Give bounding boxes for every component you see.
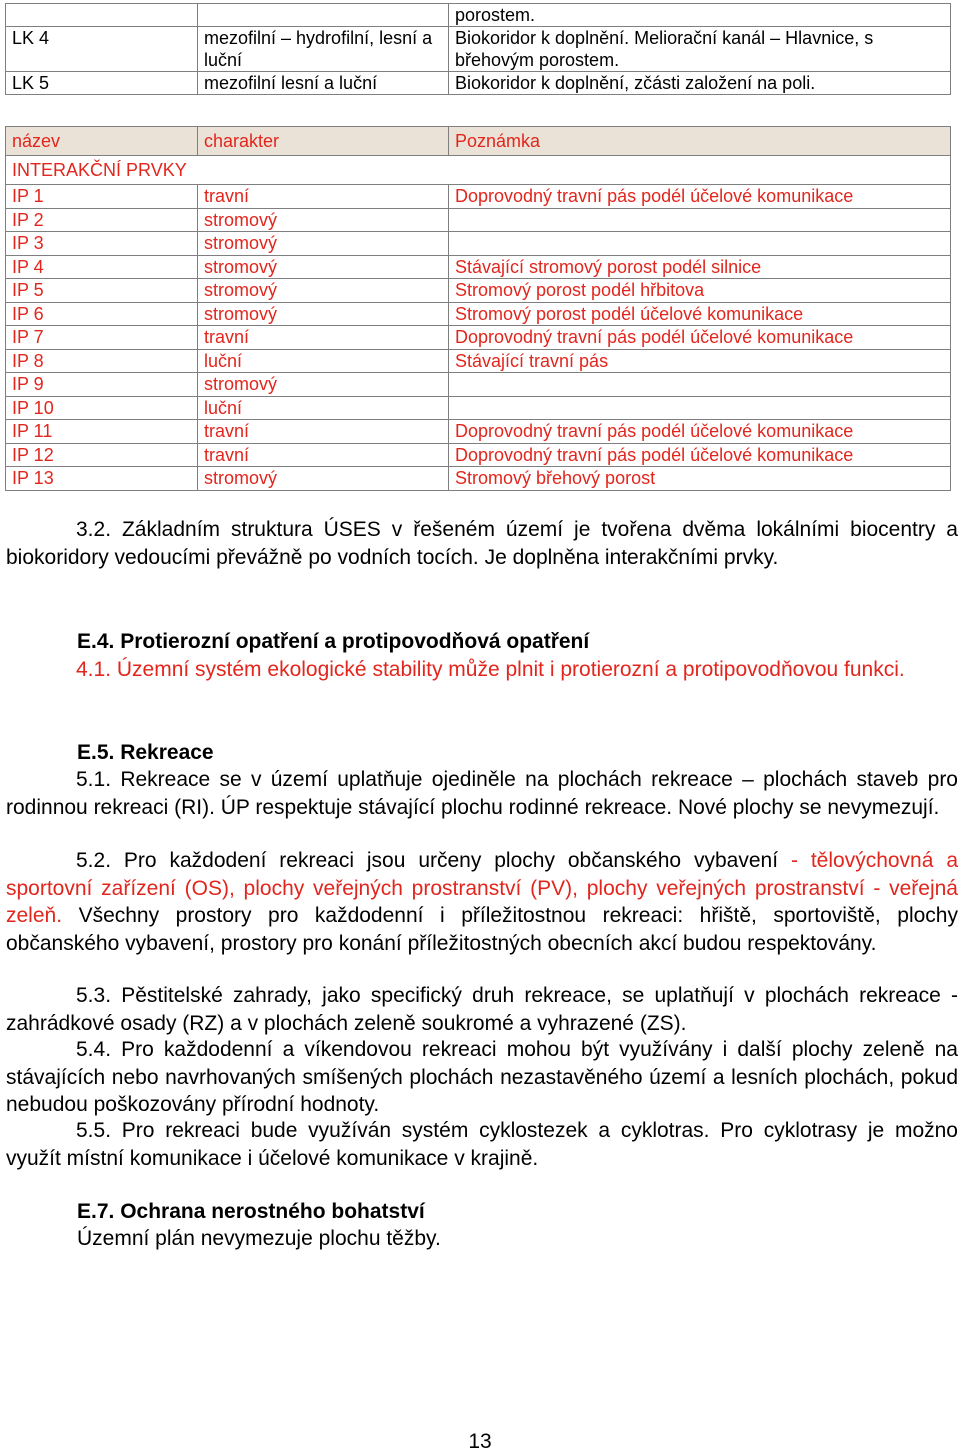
header-nazev: název	[6, 127, 198, 156]
table-row	[6, 302, 951, 326]
paragraph-5-4	[6, 1036, 958, 1119]
table-row	[6, 420, 951, 444]
cell-charakter: mezofilní lesní a luční	[198, 72, 449, 95]
header-poznamka: Poznámka	[449, 127, 951, 156]
cell-id: IP 8	[6, 349, 198, 373]
cell-id: IP 10	[6, 396, 198, 420]
cell-id: IP 4	[6, 255, 198, 279]
paragraph-4-1-text: 4.1. Územní systém ekologické stability může plnit i protierozní a protipovodňovou funkci.	[76, 658, 905, 681]
table-row	[6, 396, 951, 420]
cell-poznamka: Stromový břehový porost	[449, 467, 951, 491]
cell-charakter: stromový	[198, 208, 449, 232]
cell-charakter: stromový	[198, 467, 449, 491]
cell-charakter: luční	[198, 349, 449, 373]
paragraph-5-5-text: 5.5. Pro rekreaci bude využíván systém cyklostezek a cyklotras. Pro cyklotrasy je možno využít místní komunikace i účelové komunikace v krajině.	[6, 1119, 958, 1170]
paragraph-5-1-text: 5.1. Rekreace se v území uplatňuje ojediněle na plochách rekreace – plochách staveb pro rodinnou rekreaci (RI). ÚP respektuje stávající plochu rodinné rekreace. Nové plochy se nevymezují.	[6, 768, 958, 819]
cell-id: LK 4	[6, 27, 198, 72]
table-row	[6, 443, 951, 467]
cell-poznamka	[449, 208, 951, 232]
table-row	[6, 232, 951, 256]
cell-id: IP 11	[6, 420, 198, 444]
biokoridor-table	[5, 3, 951, 95]
table-row	[6, 208, 951, 232]
cell-poznamka: Stávající travní pás	[449, 349, 951, 373]
cell-charakter: stromový	[198, 279, 449, 303]
table-header-row	[6, 127, 951, 156]
cell-poznamka: Biokoridor k doplnění. Meliorační kanál – Hlavnice, s břehovým porostem.	[449, 27, 951, 72]
cell-poznamka: Doprovodný travní pás podél účelové komunikace	[449, 326, 951, 350]
paragraph-5-3-text: 5.3. Pěstitelské zahrady, jako specifický druh rekreace, se uplatňují v plochách rekreace - zahrádkové osady (RZ) a v plochách zeleně soukromé a vyhrazené (ZS).	[6, 984, 958, 1035]
paragraph-5-4-text: 5.4. Pro každodenní a víkendovou rekreaci mohou být využívány i další plochy zeleně na stávajících nebo navrhovaných smíšených plochách nezastavěného území a lesních plochách, pokud nebudou poškozovány přírodní hodnoty.	[6, 1038, 958, 1116]
cell-charakter: travní	[198, 443, 449, 467]
cell-poznamka: Stávající stromový porost podél silnice	[449, 255, 951, 279]
cell-id: IP 7	[6, 326, 198, 350]
cell-id: IP 3	[6, 232, 198, 256]
cell-id	[6, 4, 198, 27]
paragraph-5-2	[6, 847, 958, 957]
table-row	[6, 279, 951, 303]
cell-poznamka: Doprovodný travní pás podél účelové komunikace	[449, 420, 951, 444]
paragraph-5-2-text-b: Všechny prostory pro každodenní i příležitostnou rekreaci: hřiště, sportoviště, plochy občanského vybavení, prostory pro konání příležitostných obecních akcí budou respektovány.	[6, 904, 958, 955]
table-row	[6, 185, 951, 209]
cell-charakter: stromový	[198, 255, 449, 279]
cell-id: IP 13	[6, 467, 198, 491]
cell-charakter: travní	[198, 185, 449, 209]
cell-id: IP 1	[6, 185, 198, 209]
cell-id: IP 5	[6, 279, 198, 303]
paragraph-5-1	[6, 766, 958, 821]
cell-charakter: luční	[198, 396, 449, 420]
section-label: INTERAKČNÍ PRVKY	[6, 156, 951, 185]
paragraph-5-2-text-red: - tělovýchovná a sportovní zařízení (OS), plochy veřejných prostranství (PV), plochy veřejných prostranství - veřejná zeleň.	[6, 849, 958, 927]
cell-charakter: stromový	[198, 232, 449, 256]
paragraph-4-1	[6, 656, 958, 684]
cell-poznamka: Doprovodný travní pás podél účelové komunikace	[449, 443, 951, 467]
cell-poznamka	[449, 232, 951, 256]
cell-poznamka: Stromový porost podél účelové komunikace	[449, 302, 951, 326]
cell-poznamka: Biokoridor k doplnění, zčásti založení na poli.	[449, 72, 951, 95]
page-number: 13	[468, 1430, 492, 1453]
table-row	[6, 467, 951, 491]
cell-id: LK 5	[6, 72, 198, 95]
cell-poznamka	[449, 396, 951, 420]
heading-e7: E.7. Ochrana nerostného bohatství	[77, 1200, 425, 1223]
paragraph-e7: Územní plán nevymezuje plochu těžby.	[77, 1227, 441, 1250]
interakcni-prvky-table	[5, 126, 951, 491]
cell-id: IP 2	[6, 208, 198, 232]
paragraph-5-3	[6, 982, 958, 1037]
cell-charakter: mezofilní – hydrofilní, lesní a luční	[198, 27, 449, 72]
cell-charakter: stromový	[198, 302, 449, 326]
table-row	[6, 4, 951, 27]
table-row	[6, 349, 951, 373]
cell-charakter: travní	[198, 326, 449, 350]
table-row	[6, 72, 951, 95]
cell-charakter	[198, 4, 449, 27]
cell-id: IP 9	[6, 373, 198, 397]
paragraph-5-5	[6, 1117, 958, 1172]
table-row	[6, 373, 951, 397]
heading-e4: E.4. Protierozní opatření a protipovodňová opatření	[77, 630, 590, 653]
paragraph-3-2	[6, 516, 958, 571]
paragraph-3-2-text: 3.2. Základním struktura ÚSES v řešeném území je tvořena dvěma lokálními biocentry a biokoridory vedoucími převážně po vodních tocích. Je doplněna interakčními prvky.	[6, 518, 958, 569]
cell-charakter: stromový	[198, 373, 449, 397]
header-charakter: charakter	[198, 127, 449, 156]
cell-charakter: travní	[198, 420, 449, 444]
table-row	[6, 326, 951, 350]
cell-poznamka: Stromový porost podél hřbitova	[449, 279, 951, 303]
paragraph-5-2-text-a: 5.2. Pro každodení rekreaci jsou určeny plochy občanského vybavení	[76, 849, 791, 872]
heading-e5: E.5. Rekreace	[77, 741, 214, 764]
cell-poznamka: porostem.	[449, 4, 951, 27]
cell-poznamka	[449, 373, 951, 397]
table-row	[6, 255, 951, 279]
table-row	[6, 27, 951, 72]
cell-id: IP 6	[6, 302, 198, 326]
table-section-row	[6, 156, 951, 185]
cell-poznamka: Doprovodný travní pás podél účelové komunikace	[449, 185, 951, 209]
cell-id: IP 12	[6, 443, 198, 467]
